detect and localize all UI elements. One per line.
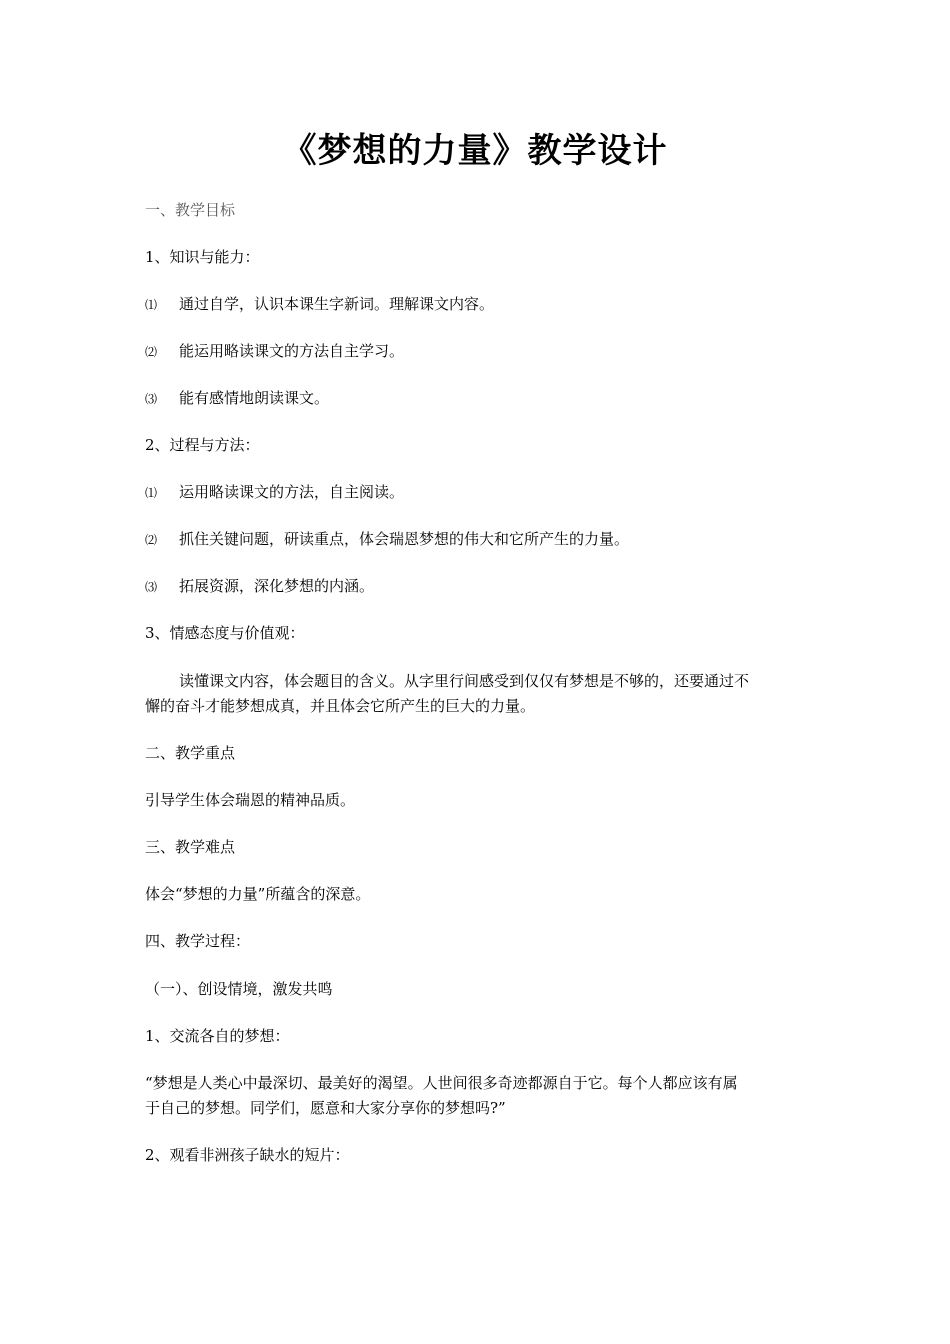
item-number: ⑴ [145,298,158,312]
section-heading-objectives: 一、教学目标 [145,201,236,219]
subheading-attitude: 3、情感态度与价值观： [145,624,305,642]
item-text: 拓展资源，深化梦想的内涵。 [179,577,375,595]
key-points-text: 引导学生体会瑞恩的精神品质。 [145,791,356,809]
step-heading: 1、交流各自的梦想： [145,1027,290,1045]
document-title: 《梦想的力量》教学设计 [282,131,668,171]
item-number: ⑶ [145,392,158,406]
step-heading: 2、观看非洲孩子缺水的短片： [145,1146,350,1164]
list-item [145,529,810,550]
section-heading-key-points: 二、教学重点 [145,744,236,762]
list-item [145,388,810,409]
section-heading-process: 四、教学过程： [145,932,251,950]
item-text: 能有感情地朗读课文。 [179,389,330,407]
list-item [145,341,810,362]
item-number: ⑴ [145,486,158,500]
paragraph-text: 读懂课文内容，体会题目的含义。从字里行间感受到仅仅有梦想是不够的，还要通过不 [179,672,750,690]
subsection-heading: （一）、创设情境，激发共鸣 [145,980,333,998]
paragraph-line [145,671,810,691]
difficulties-text: 体会“梦想的力量”所蕴含的深意。 [145,885,371,903]
item-number: ⑵ [145,533,158,547]
list-item [145,294,810,315]
item-number: ⑶ [145,580,158,594]
subheading-process: 2、过程与方法： [145,436,260,454]
list-item [145,482,810,503]
section-heading-difficulties: 三、教学难点 [145,838,236,856]
item-text: 能运用略读课文的方法自主学习。 [179,342,405,360]
item-text: 运用略读课文的方法，自主阅读。 [179,483,405,501]
quote-line: “梦想是人类心中最深切、最美好的渴望。人世间很多奇迹都源自于它。每个人都应该有属 [145,1074,738,1092]
paragraph-line: 懈的奋斗才能梦想成真，并且体会它所产生的巨大的力量。 [145,697,536,715]
item-number: ⑵ [145,345,158,359]
subheading-knowledge: 1、知识与能力： [145,248,260,266]
list-item [145,576,810,597]
item-text: 通过自学，认识本课生字新词。理解课文内容。 [179,295,495,313]
quote-line: 于自己的梦想。同学们，愿意和大家分享你的梦想吗?” [145,1099,506,1117]
item-text: 抓住关键问题，研读重点，体会瑞恩梦想的伟大和它所产生的力量。 [179,530,630,548]
